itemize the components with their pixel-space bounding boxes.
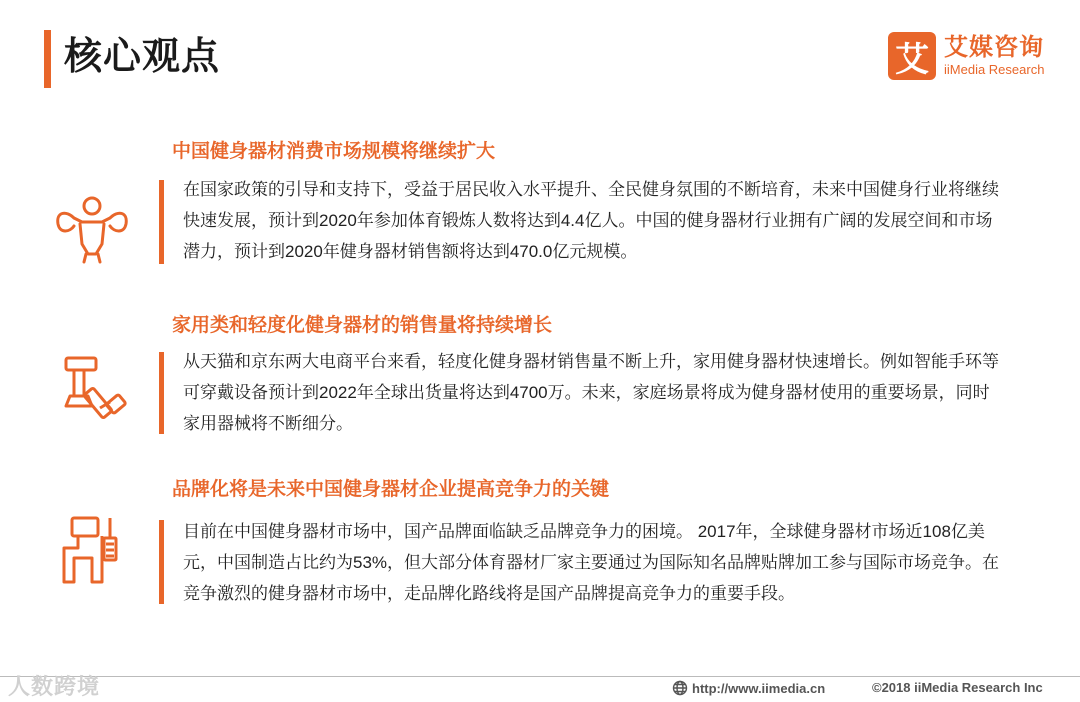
footer-url-text[interactable]: http://www.iimedia.cn: [692, 680, 826, 696]
logo-mark: 艾: [888, 32, 936, 80]
globe-icon: [672, 680, 688, 696]
watermark: 人数跨境: [8, 674, 101, 699]
footer-url[interactable]: [672, 680, 825, 696]
footer-copyright: ©2018 iiMedia Research Inc: [872, 680, 1043, 695]
logo-name-en: iiMedia Research: [944, 62, 1045, 77]
section-body: 在国家政策的引导和支持下，受益于居民收入水平提升、全民健身氛围的不断培育，未来中国健身行业将继续快速发展，预计到2020年参加体育锻炼人数将达到4.4亿人。中国的健身器材行业拥有广阔的发展空间和市场潜力，预计到2020年健身器材销售额将达到470.0亿元规模。: [183, 180, 999, 261]
section-accent-bar: [159, 352, 164, 434]
muscle-icon: [52, 192, 132, 264]
iimedia-logo: [888, 32, 1044, 80]
section-accent-bar: [159, 180, 164, 264]
section-body: 从天猫和京东两大电商平台来看，轻度化健身器材销售量不断上升，家用健身器材快速增长。例如智能手环等可穿戴设备预计到2022年全球出货量将达到4700万。未来，家庭场景将成为健身器材使用的重要场景，同时家用器械将不断细分。: [183, 352, 999, 433]
footer-divider: [0, 676, 1080, 677]
dumbbell-icon: [52, 352, 132, 424]
title-accent-bar: [44, 30, 51, 88]
gym-machine-icon: [52, 514, 132, 586]
section-heading: 品牌化将是未来中国健身器材企业提高竞争力的关键: [172, 479, 610, 500]
page-title: 核心观点: [64, 36, 221, 78]
section-body: 目前在中国健身器材市场中，国产品牌面临缺乏品牌竞争力的困境。 2017年，全球健身器材市场近108亿美元，中国制造占比约为53%，但大部分体育器材厂家主要通过为国际知名品牌贴牌加工参与国际市场竞争。在竞争激烈的健身器材市场中，走品牌化路线将是国产品牌提高竞争力的重要手段。: [183, 522, 1000, 603]
logo-name-cn: 艾媒咨询: [944, 34, 1044, 61]
section-heading: 家用类和轻度化健身器材的销售量将持续增长: [172, 315, 553, 336]
section-heading: 中国健身器材消费市场规模将继续扩大: [172, 141, 496, 162]
section-accent-bar: [159, 520, 164, 604]
